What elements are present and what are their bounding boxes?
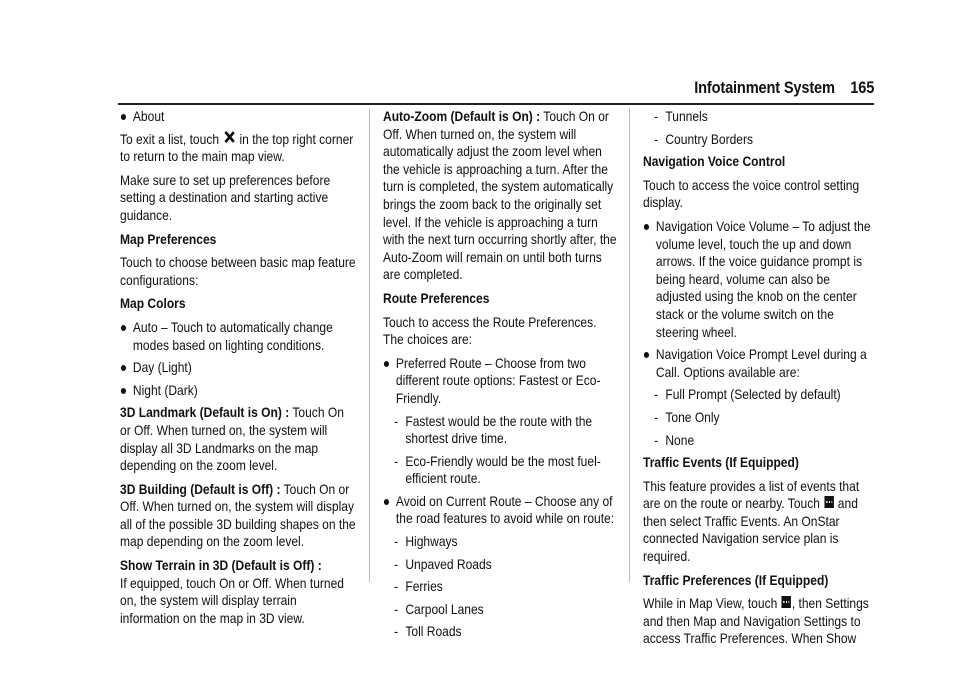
map-preferences-text: Touch to choose between basic map feature configurations: bbox=[120, 254, 356, 288]
voice-control-text: Touch to access the voice control setting display. bbox=[643, 176, 860, 211]
exit-text-start: To exit a list, touch bbox=[120, 130, 220, 147]
column-3 bbox=[643, 108, 879, 654]
traffic-events-text-start: This feature provides a list of events that are on the route or nearby. Touch bbox=[643, 477, 860, 512]
traffic-preferences-heading: Traffic Preferences (If Equipped) bbox=[643, 571, 829, 588]
sub-item-unpaved-roads: - Unpaved Roads bbox=[383, 556, 619, 574]
close-icon bbox=[224, 131, 234, 143]
bullet-voice-volume: Navigation Voice Volume – To adjust the volume level, touch the up and down arrows. If the voice guidance prompt is being heard, volume can also be adjusted using the knob on the center stack or the volume switch on the steering wheel. bbox=[643, 218, 879, 341]
bullet-prompt-level: Navigation Voice Prompt Level during a Call. Options available are: bbox=[643, 346, 879, 381]
bullet-night: Night (Dark) bbox=[120, 382, 356, 400]
section-title: Infotainment System bbox=[694, 78, 835, 97]
page-number: 165 bbox=[850, 78, 874, 97]
sub-item-highways: - Highways bbox=[383, 533, 619, 551]
route-preferences-text: Touch to access the Route Preferences. The choices are: bbox=[383, 313, 597, 348]
header-rule bbox=[118, 103, 874, 105]
route-preferences-heading: Route Preferences bbox=[383, 289, 490, 306]
exit-text-end: in the top right corner to return to the main map view. bbox=[120, 130, 354, 165]
map-colors-heading: Map Colors bbox=[120, 295, 186, 312]
terrain-heading: Show Terrain in 3D (Default is Off) : bbox=[120, 557, 322, 574]
terrain-paragraph bbox=[120, 557, 356, 627]
exit-list-paragraph bbox=[120, 131, 356, 166]
page-header bbox=[694, 78, 874, 98]
bullet-avoid-route: Avoid on Current Route – Choose any of the road features to avoid while on route: bbox=[383, 493, 619, 528]
setup-paragraph: Make sure to set up preferences before setting a destination and starting active guidance. bbox=[120, 171, 331, 223]
landmark-paragraph bbox=[120, 404, 356, 474]
traffic-prefs-text-start: While in Map View, touch bbox=[643, 595, 778, 612]
column-2 bbox=[383, 108, 619, 646]
sub-item-none: - None bbox=[643, 432, 879, 450]
sub-item-country-borders: - Country Borders bbox=[643, 131, 879, 149]
landmark-text: Touch On or Off. When turned on, the system will display all 3D Landmarks on the map depending on the zoom level. bbox=[120, 404, 344, 474]
sub-item-fastest: - Fastest would be the route with the shortest drive time. bbox=[383, 413, 619, 448]
sub-item-full-prompt: - Full Prompt (Selected by default) bbox=[643, 386, 879, 404]
menu-icon bbox=[782, 596, 791, 608]
traffic-events-text-end: and then select Traffic Events. An OnStar connected Navigation service plan is required. bbox=[643, 495, 858, 565]
sub-item-tone-only: - Tone Only bbox=[643, 409, 879, 427]
bullet-preferred-route: Preferred Route – Choose from two different route options: Fastest or Eco-Friendly. bbox=[383, 355, 619, 408]
bullet-about: About bbox=[120, 108, 356, 126]
terrain-text: If equipped, touch On or Off. When turned on, the system will display terrain information on the map in 3D view. bbox=[120, 574, 345, 626]
voice-control-heading: Navigation Voice Control bbox=[643, 153, 786, 170]
column-divider-1 bbox=[369, 108, 370, 582]
sub-item-toll-roads: - Toll Roads bbox=[383, 623, 619, 641]
column-divider-2 bbox=[629, 108, 630, 582]
building-heading: 3D Building (Default is Off) : bbox=[120, 480, 281, 497]
landmark-heading: 3D Landmark (Default is On) : bbox=[120, 404, 290, 421]
map-preferences-heading: Map Preferences bbox=[120, 230, 217, 247]
autozoom-text: Touch On or Off. When turned on, the system will automatically adjust the zoom level when the vehicle is approaching a turn. After the turn is completed, the system automatically brings the zoom back to the originally set level. If the vehicle is approaching a turn with the next turn occurring shortly after, the Auto-Zoom will remain on until both turns are completed. bbox=[383, 108, 617, 283]
sub-item-eco-friendly: - Eco-Friendly would be the most fuel-efficient route. bbox=[383, 453, 619, 488]
building-paragraph bbox=[120, 481, 356, 551]
sub-item-ferries: - Ferries bbox=[383, 578, 619, 596]
traffic-events-heading: Traffic Events (If Equipped) bbox=[643, 454, 799, 471]
menu-icon bbox=[824, 496, 833, 508]
sub-item-carpool-lanes: - Carpool Lanes bbox=[383, 601, 619, 619]
traffic-events-paragraph bbox=[643, 478, 879, 566]
autozoom-paragraph bbox=[383, 108, 619, 284]
traffic-preferences-paragraph bbox=[643, 595, 879, 648]
sub-item-tunnels: - Tunnels bbox=[643, 108, 879, 126]
building-text: Touch On or Off. When turned on, the system will display all of the possible 3D building shapes on the map depending on the zoom level. bbox=[120, 480, 356, 550]
traffic-prefs-text-end: , then Settings and then Map and Navigation Settings to access Traffic Preferences. When Show bbox=[643, 595, 869, 647]
bullet-day: Day (Light) bbox=[120, 359, 356, 377]
bullet-auto: Auto – Touch to automatically change modes based on lighting conditions. bbox=[120, 319, 356, 354]
column-1 bbox=[120, 108, 356, 633]
autozoom-heading: Auto-Zoom (Default is On) : bbox=[383, 108, 541, 124]
